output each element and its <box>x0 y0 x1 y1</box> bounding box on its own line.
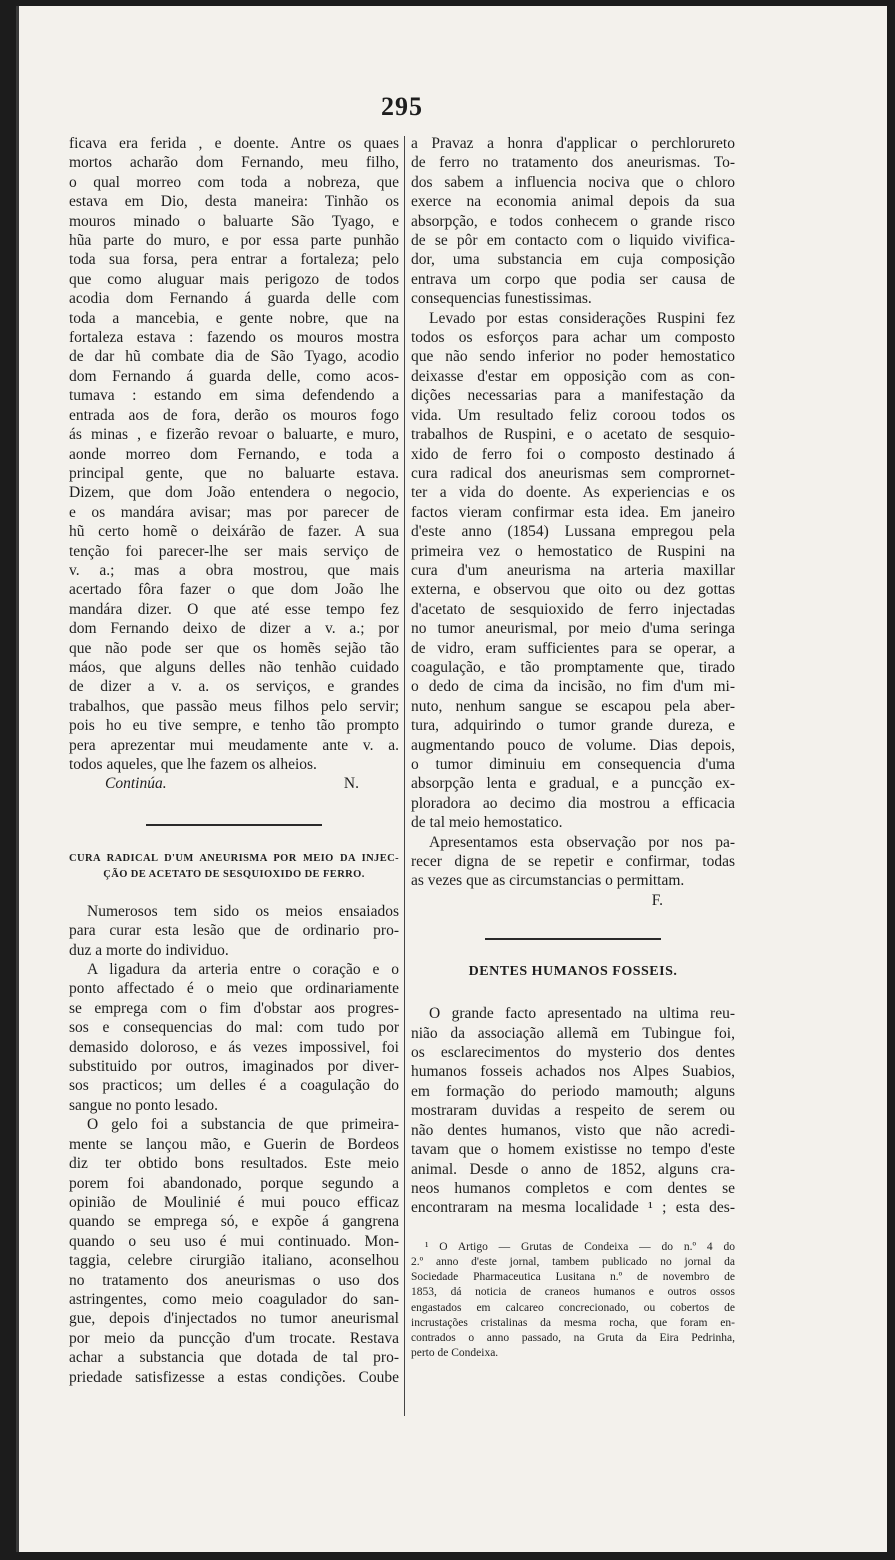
text-line: trabalhos de Ruspini, e o acetato de sesquio- <box>411 426 735 444</box>
newspaper-page <box>16 6 887 1552</box>
article-paragraph <box>411 833 735 891</box>
article-paragraph <box>69 1115 399 1387</box>
text-line: opinião de Moulinié é mui pouco efficaz <box>69 1193 399 1211</box>
text-line: dom Fernando deixo de dizer a v. a.; por <box>69 620 399 638</box>
footnote-line: Sociedade Pharmaceutica Lusitana n.º de novembro de <box>411 1271 735 1284</box>
text-line: absorpção lenta e gradual, e a puncção ex- <box>411 775 735 793</box>
text-line: tura, adquirindo o tumor grande dureza, e <box>411 717 735 735</box>
text-line: ter a vida do doente. As experiencias e os <box>411 484 735 502</box>
text-line: Numerosos tem sido os meios ensaiados <box>87 902 399 920</box>
text-line: Levado por estas considerações Ruspini fez <box>429 309 735 327</box>
text-line: Dizem, que dom João entendera o negocio, <box>69 484 399 502</box>
text-line: nuto, nenhum sangue se escapou pela aber- <box>411 697 735 715</box>
text-line: coagulação, e tão promptamente que, tirado <box>411 658 735 676</box>
text-line: ficava era ferida , e doente. Antre os quaes <box>69 135 399 152</box>
text-line: animal. Desde o anno de 1852, alguns cra- <box>411 1160 735 1178</box>
text-line: de vidro, eram sufficientes para se operar, a <box>411 639 735 657</box>
text-line: a Pravaz a honra d'applicar o perchlorureto <box>411 135 735 152</box>
text-line: O grande facto apresentado na ultima reu- <box>429 1005 735 1023</box>
footnote-line: perto de Condeixa. <box>411 1347 499 1360</box>
text-line: nião da associação allemã em Tubingue foi, <box>411 1024 735 1042</box>
text-line: encontraram na mesma localidade ¹ ; esta des- <box>411 1199 735 1217</box>
text-line: d'acetato de sesquioxido de ferro injectadas <box>411 600 735 618</box>
page-number: 295 <box>381 92 423 121</box>
text-line: o dedo de cima da incisão, no fim d'um mi- <box>411 678 735 696</box>
text-line: neos humanos completos e com dentes se <box>411 1179 735 1197</box>
text-line: mente se lançou mão, e Guerin de Bordeos <box>69 1135 399 1153</box>
footnote-line: 1853, dá noticia de craneos humanos e outros ossos <box>411 1286 735 1299</box>
text-line: hũa parte do muro, e por essa parte punhão <box>69 232 399 250</box>
text-line: diz ter obtido bons resultados. Este meio <box>69 1155 399 1173</box>
right-column <box>411 134 735 1361</box>
text-line: de dizer a v. a. os serviços, e grandes <box>69 678 399 696</box>
text-line: exerce na economia animal depois da sua <box>411 193 735 211</box>
text-line: porem foi abandonado, porque segundo a <box>69 1174 399 1192</box>
text-line: toda sua forsa, pera entrar a fortaleza; pelo <box>69 251 399 269</box>
text-line: os esclarecimentos do mysterio dos dentes <box>411 1044 735 1062</box>
text-line: priedade satisfizesse a estas condições. Coube <box>69 1368 399 1386</box>
text-line: de dar hũ combate dia de São Tyago, acodio <box>69 348 399 366</box>
article-paragraph <box>411 309 735 833</box>
text-line: consequencias funestissimas. <box>411 290 592 308</box>
text-line: no tumor aneurismal, por meio d'uma seringa <box>411 620 735 638</box>
text-line: dos sabem a influencia nociva que o chloro <box>411 173 735 191</box>
text-line: acertado fôra fazer o que dom João lhe <box>69 581 399 599</box>
left-column <box>69 134 399 1387</box>
text-line: absorpção, e todos conhecem o grande risco <box>411 212 735 230</box>
text-line: de tal meio hemostatico. <box>411 814 563 832</box>
footnote <box>411 1240 735 1362</box>
text-line: para curar esta lesão que de ordinario pro- <box>69 922 399 940</box>
footnote-line: ¹ O Artigo — Grutas de Condeixa — do n.º 4 do <box>425 1240 735 1253</box>
text-line: externa, e observou que oito ou dez gottas <box>411 581 735 599</box>
text-line: cura d'um aneurisma na arteria maxillar <box>411 561 735 579</box>
footnote-line: 2.º anno d'este jornal, tambem publicado no jornal da <box>411 1255 735 1268</box>
text-line: astringentes, como meio coagulador do san- <box>69 1290 399 1308</box>
text-line: toda a mancebia, e gente nobre, que na <box>69 309 399 327</box>
text-line: máos, que alguns delles não tenhão cuidado <box>69 658 399 676</box>
column-divider <box>404 136 405 1416</box>
footnote-line: incrustações cristalinas da mesma rocha, que foram en- <box>411 1316 735 1329</box>
article-title-line: CURA RADICAL D'UM ANEURISMA POR MEIO DA INJEC- <box>69 852 399 864</box>
text-line: mostraram duvidas a respeito de serem ou <box>411 1102 735 1120</box>
article-paragraph <box>69 960 399 1115</box>
text-line: as vezes que as circumstancias o permittam. <box>411 872 685 890</box>
text-line: aonde morreo dom Fernando, e toda a <box>69 445 399 463</box>
text-line: ploradora ao decimo dia mostrou a efficacia <box>411 794 735 812</box>
text-line: que não sendo inferior no poder hemostatico <box>411 348 735 366</box>
footnote-line: engastados em calcareo concrecionado, ou cobertos de <box>411 1301 735 1314</box>
text-line: primeira vez o hemostatico de Ruspini na <box>411 542 735 560</box>
text-line: trabalhos, que passão meus filhos pelo servir; <box>69 697 399 715</box>
text-line: ponto affectado é o meio que ordinariamente <box>69 980 399 998</box>
text-line: mandára dizer. O que até esse tempo fez <box>69 600 399 618</box>
text-line: pois ho eu tive sempre, e tenho tão prompto <box>69 717 399 735</box>
text-line: que como aluguar mais perigozo de todos <box>69 270 399 288</box>
text-line: dições necessarias para a manifestação da <box>411 387 735 405</box>
text-line: tenção foi parecer-lhe ser mais serviço de <box>69 542 399 560</box>
text-line: factos vieram confirmar esta idea. Em janeiro <box>411 503 735 521</box>
text-line: achar a substancia que dotada de tal pro- <box>69 1349 399 1367</box>
text-line: sos practicos; um delles é a coagulação do <box>69 1077 399 1095</box>
text-line: fortaleza estava : fazendo os mouros mostra <box>69 329 399 347</box>
text-line: quando se emprega só, e expõe á gangrena <box>69 1213 399 1231</box>
text-line: não dentes humanos, visto que não acredi- <box>411 1121 735 1139</box>
text-line: cura radical dos aneurismas sem comprornet- <box>411 464 735 482</box>
footnote-line: contrados o anno passado, na Gruta da Eira Pedrinha, <box>411 1331 735 1344</box>
section-heading: DENTES HUMANOS FOSSEIS. <box>468 964 678 980</box>
text-line: acodia dom Fernando á guarda delle com <box>69 290 399 308</box>
text-line: humanos fosseis achados nos Alpes Suabios, <box>411 1063 735 1081</box>
text-line: de ferro no tratamento dos aneurismas. To- <box>411 154 735 172</box>
text-line: hũ certo homẽ o deixárão de fazer. A sua <box>69 523 399 541</box>
text-line: principal gente, que no baluarte estava. <box>69 464 399 482</box>
text-line: taggia, celebre cirurgião italiano, aconselhou <box>69 1252 399 1270</box>
text-line: recer digna de se repetir e confirmar, todas <box>411 853 735 871</box>
text-line: v. a.; mas a obra mostrou, que mais <box>69 561 399 579</box>
article-paragraph <box>411 134 735 309</box>
text-line: augmentando pouco de volume. Dias depois, <box>411 736 735 754</box>
text-line: dor, uma substancia em cuja composição <box>411 251 735 269</box>
continua-line <box>69 774 399 793</box>
article-paragraph <box>69 902 399 960</box>
text-line: mortos acharão dom Fernando, meu filho, <box>69 154 399 172</box>
text-line: entrada aos de fora, derão os mouros fogo <box>69 406 399 424</box>
text-line: o qual morreo com toda a nobreza, que <box>69 173 399 191</box>
text-line: dom Fernando á guarda delle, como acos- <box>69 367 399 385</box>
text-line: gue, depois d'injectados no tumor aneurismal <box>69 1310 399 1328</box>
text-line: tavam que o homem existisse no tempo d'este <box>411 1141 735 1159</box>
text-line: que não pode ser que os homẽs sejão tão <box>69 639 399 657</box>
text-line: sangue no ponto lesado. <box>69 1096 218 1114</box>
text-line: d'este anno (1854) Lussana empregou pela <box>411 523 735 541</box>
text-line: substituido por outros, imaginados por diver- <box>69 1058 399 1076</box>
text-line: estava em Dio, desta maneira: Tinhão os <box>69 193 399 211</box>
text-line: no tratamento dos aneurismas o uso dos <box>69 1271 399 1289</box>
text-line: deixasse d'estar em opposição com as con- <box>411 367 735 385</box>
text-line: mouros minado o baluarte São Tyago, e <box>69 212 399 230</box>
text-line: sos e consequencias do mal: com tudo por <box>69 1019 399 1037</box>
text-line: xido de ferro foi o composto destinado á <box>411 445 735 463</box>
text-line: em formação do periodo mamouth; alguns <box>411 1082 735 1100</box>
text-line: pera aprezentar mui meudamente ante v. a. <box>69 736 399 754</box>
text-line: demasido doloroso, e ás vezes impossivel, foi <box>69 1038 399 1056</box>
text-line: todos os esforços para achar um composto <box>411 329 735 347</box>
text-line: se emprega com o fim d'obstar aos progres- <box>69 999 399 1017</box>
signature: F. <box>651 891 663 909</box>
text-line: A ligadura da arteria entre o coração e o <box>87 961 399 979</box>
text-line: Apresentamos esta observação por nos pa- <box>429 833 735 851</box>
text-line: tumava : estando em sima defendendo a <box>69 387 399 405</box>
text-line: quando o seu uso é mui continuado. Mon- <box>69 1232 399 1250</box>
continua-label: Continúa. <box>105 775 167 793</box>
text-line: e os mandára avisar; mas por parecer de <box>69 503 399 521</box>
text-line: por meio da puncção d'um trocate. Restava <box>69 1329 399 1347</box>
article-title-line: ÇÃO DE ACETATO DE SESQUIOXIDO DE FERRO. <box>103 868 365 880</box>
text-line: de se pôr em contacto com o liquido vivifica- <box>411 232 735 250</box>
text-line: vida. Um resultado feliz coroou todos os <box>411 406 735 424</box>
text-line: entrava um corpo que podia ser causa de <box>411 270 735 288</box>
article-title <box>69 851 399 883</box>
text-line: duz a morte do individuo. <box>69 941 229 959</box>
text-line: ás minas , e fizerão revoar o baluarte, e muro, <box>69 426 399 444</box>
text-line: O gelo foi a substancia de que primeira- <box>87 1116 399 1134</box>
article-paragraph <box>411 1004 735 1217</box>
text-line: todos aqueles, que lhe fazem os alheios. <box>69 756 317 773</box>
letter-continuation <box>69 134 399 774</box>
text-line: o tumor diminuiu em consequencia d'uma <box>411 756 735 773</box>
continua-initial: N. <box>343 775 359 793</box>
